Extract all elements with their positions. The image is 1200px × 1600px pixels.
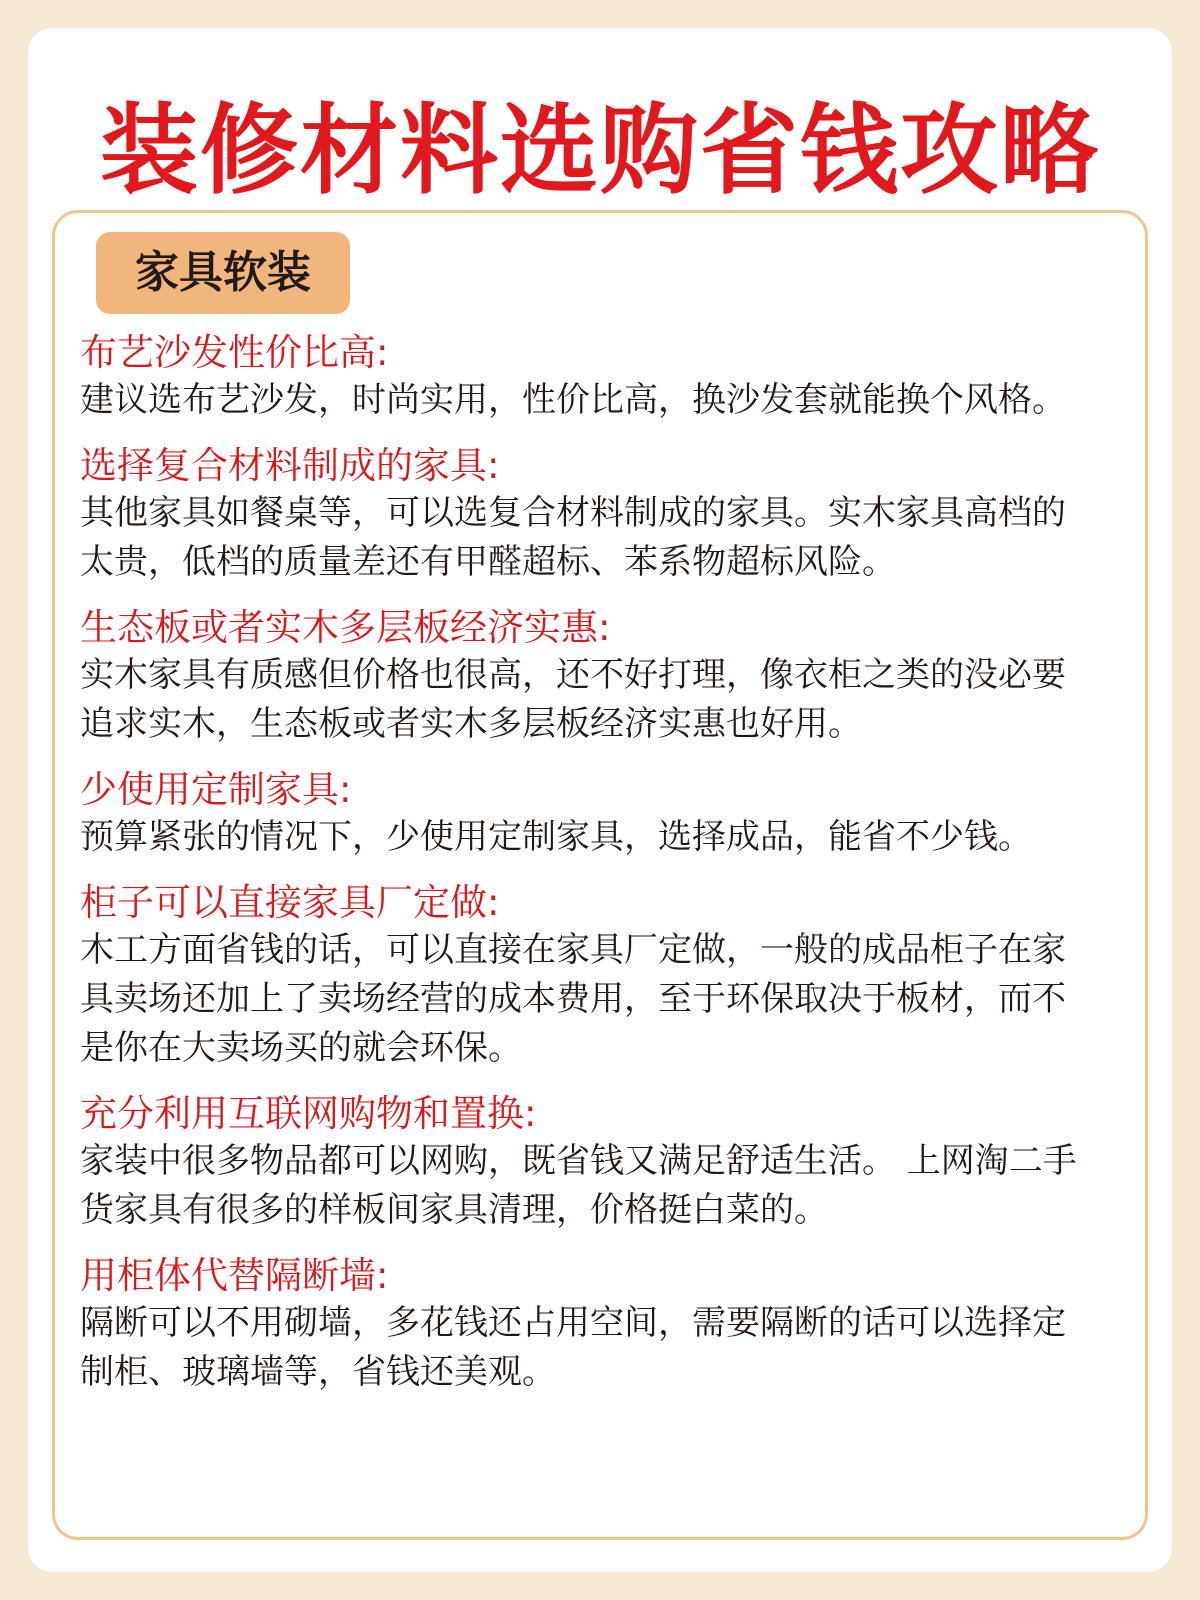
tip-online-shopping: [80, 1091, 1146, 1235]
tip-heading: 充分利用互联网购物和置换:: [80, 1092, 537, 1135]
content-card: [28, 28, 1172, 1572]
tip-body: 预算紧张的情况下，少使用定制家具，选择成品，能省不少钱。: [80, 817, 1032, 857]
section-badge: 家具软装: [96, 232, 350, 314]
tip-heading: 柜子可以直接家具厂定做:: [80, 881, 500, 924]
tip-heading: 生态板或者实木多层板经济实惠:: [80, 606, 611, 649]
tip-heading: 选择复合材料制成的家具:: [80, 444, 500, 487]
tip-body: 实木家具有质感但价格也很高，还不好打理，像衣柜之类的没必要追求实木，生态板或者实木多层板经济实惠也好用。: [80, 655, 1066, 744]
tip-heading: 布艺沙发性价比高:: [80, 331, 389, 374]
tip-heading: 少使用定制家具:: [80, 768, 352, 811]
tip-factory-cabinets: [80, 880, 1146, 1073]
tip-less-custom-furniture: [80, 767, 1146, 862]
tip-heading: 用柜体代替隔断墙:: [80, 1254, 389, 1297]
tip-body: 家装中很多物品都可以网购，既省钱又满足舒适生活。 上网淘二手货家具有很多的样板间家具清理，价格挺白菜的。: [80, 1141, 1077, 1230]
page-title: 装修材料选购省钱攻略: [99, 94, 1100, 208]
tip-fabric-sofa: [80, 330, 1146, 425]
tips-list: [80, 330, 1146, 1415]
tip-composite-furniture: [80, 443, 1146, 587]
tip-body: 建议选布艺沙发，时尚实用，性价比高，换沙发套就能换个风格。: [80, 380, 1066, 420]
tip-body: 隔断可以不用砌墙，多花钱还占用空间，需要隔断的话可以选择定制柜、玻璃墙等，省钱还美观。: [80, 1303, 1066, 1392]
tip-cabinet-partition: [80, 1253, 1146, 1397]
tip-eco-board: [80, 605, 1146, 749]
tip-body: 木工方面省钱的话，可以直接在家具厂定做，一般的成品柜子在家具卖场还加上了卖场经营的成本费用，至于环保取决于板材，而不是你在大卖场买的就会环保。: [80, 930, 1066, 1068]
tip-body: 其他家具如餐桌等，可以选复合材料制成的家具。实木家具高档的太贵，低档的质量差还有甲醛超标、苯系物超标风险。: [80, 493, 1066, 582]
